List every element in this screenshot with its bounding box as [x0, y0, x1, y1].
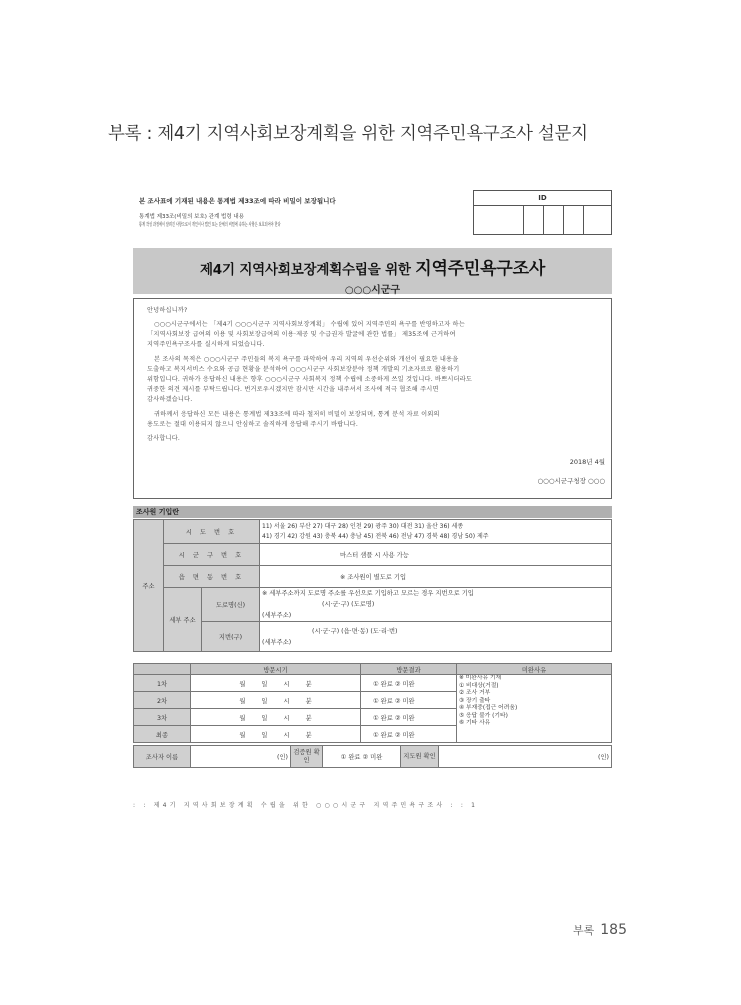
reason-item: ② 조사 거부: [459, 690, 491, 696]
jibun-label: 지번(구): [202, 622, 260, 652]
reason-item: ③ 장기 출타: [459, 697, 491, 704]
confirm-table: [133, 745, 612, 768]
letter-line: 감사하겠습니다.: [147, 396, 193, 403]
letter-date: 2018년 4월: [569, 458, 605, 466]
form-banner: [133, 248, 612, 294]
visit-row-label: 2차: [134, 692, 191, 709]
road-label: 도로명(신): [202, 588, 260, 622]
sigungu-value[interactable]: 마스터 샘플 시 사용 가능: [260, 544, 612, 566]
footer-section: 부록: [573, 924, 595, 937]
eupmyeondong-label: 읍 면 동 번 호: [164, 566, 260, 588]
visit-result[interactable]: ① 완료 ② 미완: [361, 692, 457, 709]
page-footer: [573, 922, 627, 938]
visit-corner: [134, 664, 191, 675]
visit-time[interactable]: 월 일 시 분: [191, 692, 361, 709]
visit-time[interactable]: 월 일 시 분: [191, 709, 361, 726]
letter-line: 위함입니다. 귀하가 응답하신 내용은 향후 ○○○시군구 사회복지 정책 수립에 소중하게 쓰일 것입니다. 바쁘시더라도: [147, 376, 473, 383]
reason-item: ⑥ 기타 사유: [459, 720, 491, 726]
sido-line: 41) 경기 42) 강원 43) 충북 44) 충남 45) 전북 46) 전남 47) 경북 48) 경남 50) 제주: [262, 532, 489, 540]
letter-line: 감사합니다.: [147, 435, 181, 442]
banner-title-main: 지역주민욕구조사: [415, 259, 546, 279]
supervisor-sign[interactable]: (인): [439, 746, 612, 768]
visit-reasons[interactable]: [457, 675, 612, 743]
sido-options[interactable]: [260, 520, 612, 544]
detail-note: ※ 세부주소까지 도로명 주소를 우선으로 기입하고 모르는 경우 지번으로 기입: [262, 590, 474, 597]
surveyor-sign[interactable]: (인): [191, 746, 291, 768]
sido-label: 시 도 번 호: [164, 520, 260, 544]
road-sub: (세부주소): [262, 612, 292, 619]
cover-letter: [133, 298, 612, 499]
survey-form: [133, 190, 612, 809]
letter-signer: ○○○시군구청장 ○○○: [537, 477, 605, 485]
address-table: [133, 519, 612, 652]
jibun-fill: (시·군·구) (읍·면·동) (도·리·번): [312, 627, 398, 635]
visit-reason-header: 미완사유: [457, 664, 612, 675]
visit-result[interactable]: ① 완료 ② 미완: [361, 709, 457, 726]
letter-line: 본 조사의 목적은 ○○○시군구 주민들의 복지 욕구를 파악하여 우리 지역의 우선순위와 개선이 필요한 내용을: [154, 356, 459, 363]
page-title: 부록 : 제4기 지역사회보장계획을 위한 지역주민욕구조사 설문지: [108, 124, 588, 144]
reason-item: ※ 미완사유 기재: [459, 675, 502, 681]
notice-line: 본 조사표에 기재된 내용은 통계법 제33조에 따라 비밀이 보장됩니다: [139, 197, 336, 205]
surveyor-label: 조사자 이름: [134, 746, 191, 768]
letter-line: 도출하고 복지서비스 수요와 공급 현황을 분석하여 ○○○시군구 사회보장분야 정책 개발의 기초자료로 활용하기: [147, 366, 460, 373]
visit-row-label: 최종: [134, 726, 191, 743]
notice-line: 통계법 제33조(비밀의 보호) 관계 법령 내용: [139, 214, 245, 220]
visit-result[interactable]: ① 완료 ② 미완: [361, 726, 457, 743]
visit-time[interactable]: 월 일 시 분: [191, 675, 361, 692]
letter-line: 귀중한 의견 제시를 부탁드립니다. 번거로우시겠지만 잠시만 시간을 내주셔서 조사에 적극 협조해 주시면: [147, 386, 439, 393]
address-label: 주소: [134, 520, 164, 652]
reason-item: ⑤ 응답 불가 (기타): [459, 712, 508, 719]
id-label: ID: [474, 191, 611, 206]
visit-result-header: 방문결과: [361, 664, 457, 675]
road-address-field[interactable]: [260, 588, 612, 622]
check-label: 검증원 확인: [291, 746, 323, 768]
eupmyeondong-value[interactable]: ※ 조사원이 별도로 기입: [260, 566, 612, 588]
visit-time[interactable]: 월 일 시 분: [191, 726, 361, 743]
survey-section-title: 조사원 기입란: [133, 506, 612, 518]
notice-line: 통계 작성 과정에서 알려진 사항으로서 개인이나 법인 또는 단체의 비밀에 속하는 사항은 보호되어야 한다: [139, 222, 281, 228]
letter-line: ○○○시군구에서는 「제4기 ○○○시군구 지역사회보장계획」 수립에 있어 지역주민의 욕구를 반영하고자 하는: [154, 321, 465, 328]
sido-line: 11) 서울 26) 부산 27) 대구 28) 인천 29) 광주 30) 대전 31) 울산 36) 세종: [262, 522, 464, 530]
road-fill: (시·군·구) (도로명): [322, 601, 375, 608]
confidentiality-notice: [133, 190, 471, 235]
reason-item: ① 비대상(거절): [459, 682, 499, 689]
visit-result[interactable]: ① 완료 ② 미완: [361, 675, 457, 692]
visit-table: [133, 663, 612, 743]
form-footer: : : 제4기 지역사회보장계획 수립을 위한 ○○○시군구 지역주민욕구조사 : : 1: [133, 802, 479, 809]
jibun-address-field[interactable]: [260, 622, 612, 652]
letter-line: 용도로는 절대 이용되지 않으니 안심하고 솔직하게 응답해 주시기 바랍니다.: [147, 421, 358, 428]
reason-item: ④ 부재중(접근 어려움): [459, 705, 518, 711]
sigungu-label: 시 군 구 번 호: [164, 544, 260, 566]
page-number: 185: [600, 922, 627, 938]
id-box[interactable]: [473, 190, 612, 235]
visit-row-label: 1차: [134, 675, 191, 692]
visit-row-label: 3차: [134, 709, 191, 726]
letter-line: 귀하께서 응답하신 모든 내용은 통계법 제33조에 따라 철저히 비밀이 보장되며, 통계 분석 자료 이외의: [154, 411, 440, 418]
check-value[interactable]: ① 완료 ② 미완: [323, 746, 401, 768]
banner-title-prefix: 제4기 지역사회보장계획수립을 위한: [199, 262, 411, 278]
supervisor-label: 지도원 확인: [401, 746, 439, 768]
jibun-sub: (세부주소): [262, 638, 292, 646]
letter-line: 지역주민욕구조사를 실시하게 되었습니다.: [147, 341, 265, 348]
letter-line: 「지역사회보장 급여의 이용 및 사회보장급여의 이용·제공 및 수급권자 발굴에 관한 법률」 제35조에 근거하여: [147, 331, 456, 338]
letter-greeting: 안녕하십니까?: [147, 307, 188, 314]
detail-label: 세부 주소: [164, 588, 202, 652]
visit-time-header: 방문시기: [191, 664, 361, 675]
banner-subtitle: ○○○시군구: [344, 285, 401, 296]
